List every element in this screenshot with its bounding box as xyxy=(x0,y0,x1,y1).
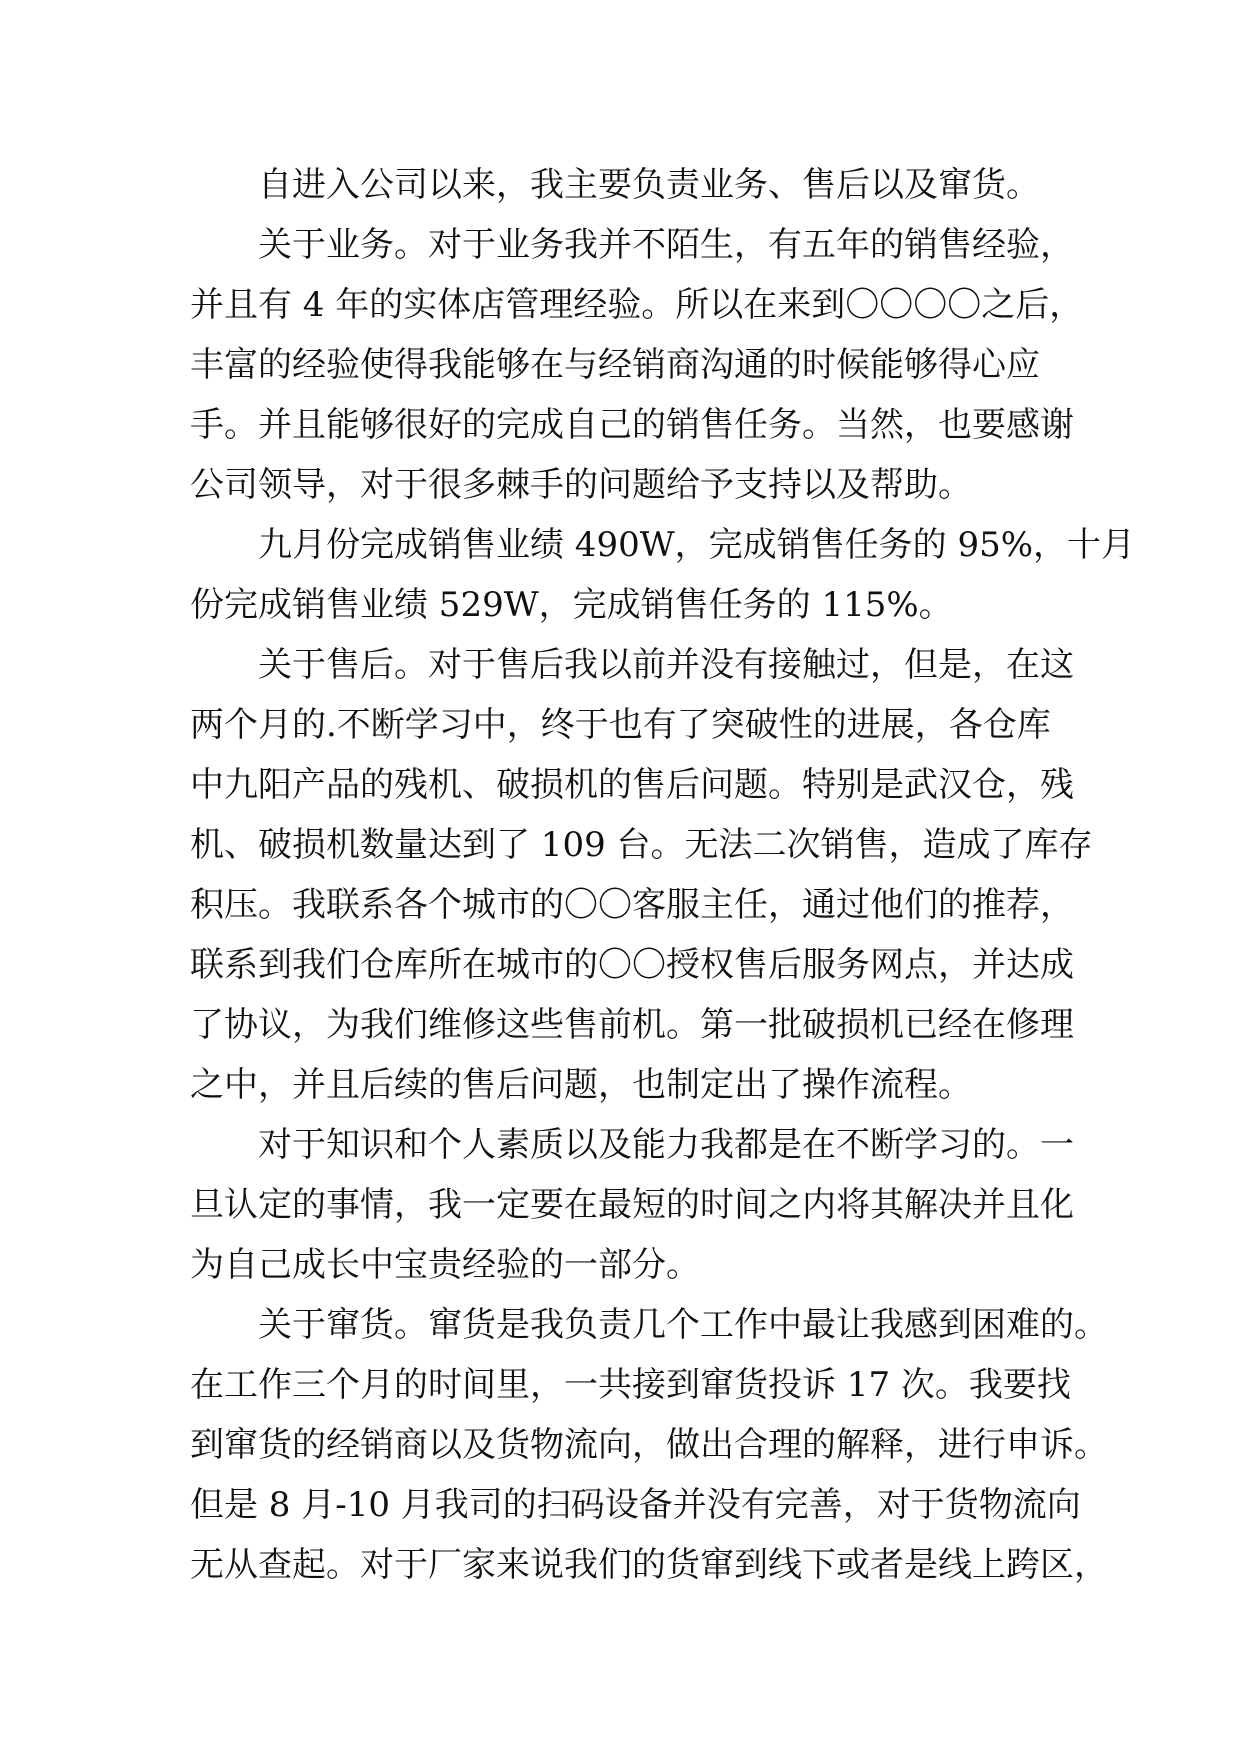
text-line: 关于窜货。窜货是我负责几个工作中最让我感到困难的。 xyxy=(190,1305,1108,1345)
text-line: 之中，并且后续的售后问题，也制定出了操作流程。 xyxy=(190,1065,972,1105)
text-line: 自进入公司以来，我主要负责业务、售后以及窜货。 xyxy=(190,165,1040,205)
text-line: 在工作三个月的时间里，一共接到窜货投诉 17 次。我要找 xyxy=(190,1365,1071,1405)
text-line: 但是 8 月-10 月我司的扫码设备并没有完善，对于货物流向 xyxy=(190,1485,1081,1525)
text-line: 关于业务。对于业务我并不陌生，有五年的销售经验， xyxy=(190,225,1074,265)
text-line: 联系到我们仓库所在城市的〇〇授权售后服务网点，并达成 xyxy=(190,945,1074,985)
text-line: 九月份完成销售业绩 490W，完成销售任务的 95%，十月 xyxy=(190,525,1136,565)
text-line: 为自己成长中宝贵经验的一部分。 xyxy=(190,1245,700,1285)
text-line: 两个月的.不断学习中，终于也有了突破性的进展，各仓库 xyxy=(190,705,1051,745)
text-line: 手。并且能够很好的完成自己的销售任务。当然，也要感谢 xyxy=(190,405,1074,445)
text-line: 无从查起。对于厂家来说我们的货窜到线下或者是线上跨区， xyxy=(190,1545,1108,1585)
text-line: 公司领导，对于很多棘手的问题给予支持以及帮助。 xyxy=(190,465,972,505)
text-line: 到窜货的经销商以及货物流向，做出合理的解释，进行申诉。 xyxy=(190,1425,1108,1465)
text-line: 关于售后。对于售后我以前并没有接触过，但是，在这 xyxy=(190,645,1074,685)
text-line: 份完成销售业绩 529W，完成销售任务的 115%。 xyxy=(190,585,953,625)
text-line: 机、破损机数量达到了 109 台。无法二次销售，造成了库存 xyxy=(190,825,1093,865)
text-line: 积压。我联系各个城市的〇〇客服主任，通过他们的推荐， xyxy=(190,885,1074,925)
text-line: 对于知识和个人素质以及能力我都是在不断学习的。一 xyxy=(190,1125,1074,1165)
text-line: 旦认定的事情，我一定要在最短的时间之内将其解决并且化 xyxy=(190,1185,1074,1225)
text-line: 中九阳产品的残机、破损机的售后问题。特别是武汉仓，残 xyxy=(190,765,1074,805)
text-line: 丰富的经验使得我能够在与经销商沟通的时候能够得心应 xyxy=(190,345,1040,385)
text-line: 了协议，为我们维修这些售前机。第一批破损机已经在修理 xyxy=(190,1005,1074,1045)
text-line: 并且有 4 年的实体店管理经验。所以在来到〇〇〇〇之后， xyxy=(190,285,1084,325)
